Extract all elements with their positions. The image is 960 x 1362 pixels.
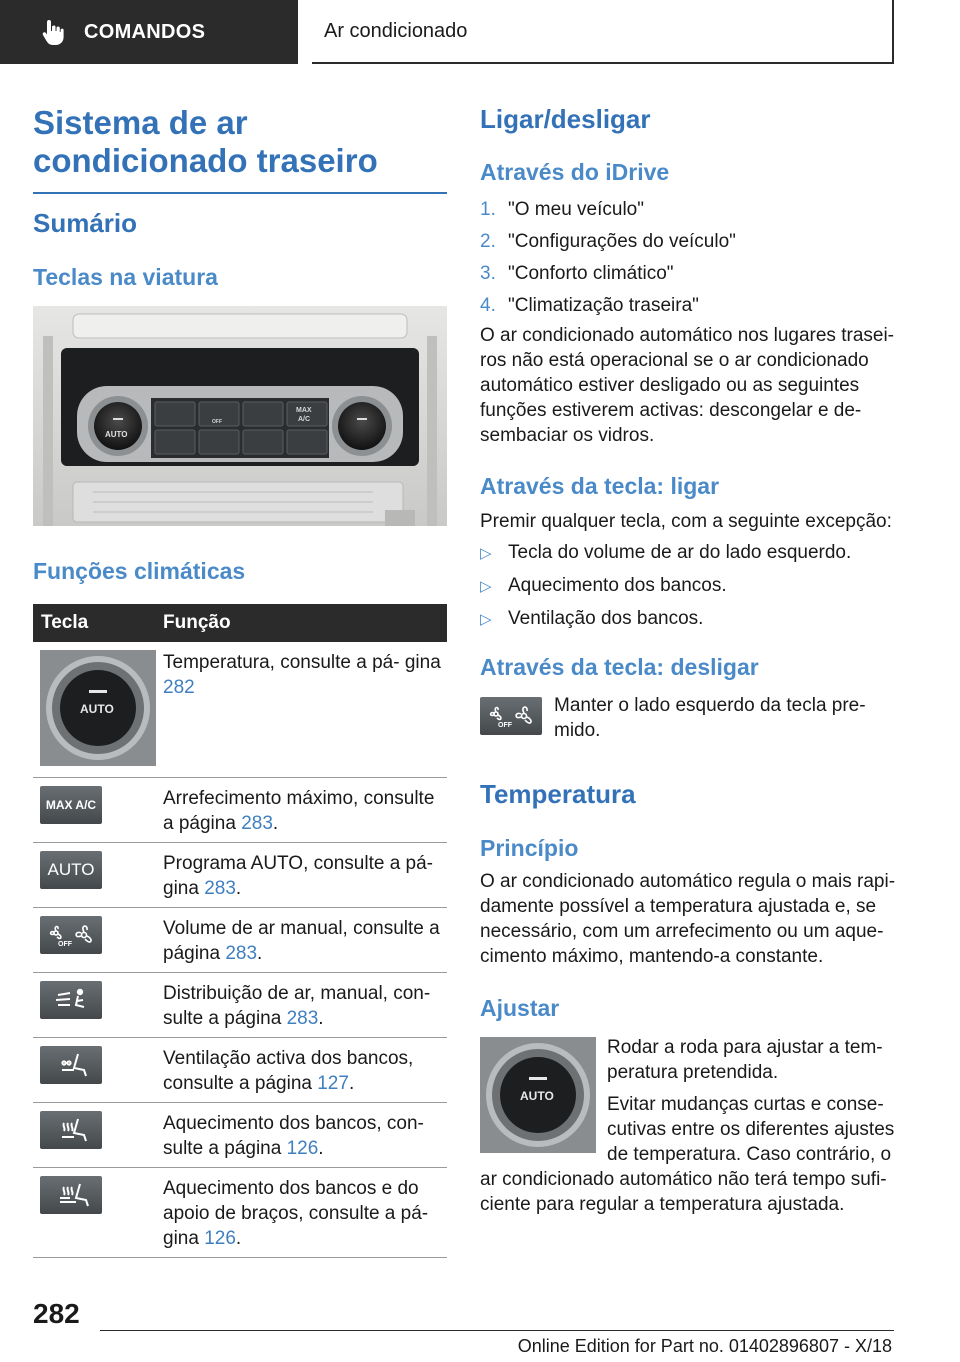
table-row <box>33 778 447 843</box>
seat-ventilation-key-icon <box>40 1046 102 1084</box>
list-item: 3. "Conforto climático" <box>480 263 674 284</box>
ligar-paragraph: Premir qualquer tecla, com a seguinte excepção: <box>480 511 892 532</box>
heading-idrive: Através do iDrive <box>480 159 670 185</box>
heading-sumario: Sumário <box>33 208 138 238</box>
svg-text:AUTO: AUTO <box>80 702 114 716</box>
row-text: Temperatura, consulte a pá- gina 282 <box>163 652 441 698</box>
heading-ligar-desligar: Ligar/desligar <box>480 104 651 134</box>
page-link[interactable]: 283 <box>286 1008 319 1029</box>
air-distribution-key-icon <box>40 981 102 1019</box>
section-header <box>312 0 894 64</box>
row-text: Ventilação activa dos bancos, consulte a página 127. <box>163 1048 414 1094</box>
table-row <box>33 1038 447 1103</box>
svg-text:MAX: MAX <box>296 407 312 414</box>
edition-text: Online Edition for Part no. 01402896807 - X/18 <box>517 1336 892 1356</box>
table-row <box>33 908 447 973</box>
idrive-steps <box>480 194 900 322</box>
ajustar-paragraph-1: Rodar a roda para ajustar a tem- peratura pretendida. <box>607 1037 883 1083</box>
chapter-tab[interactable] <box>0 0 298 64</box>
heading-tecla-ligar: Através da tecla: ligar <box>480 473 720 499</box>
chapter-label: COMANDOS <box>84 20 206 43</box>
row-text: Arrefecimento máximo, consulte a página 283. <box>163 788 435 834</box>
page-link[interactable]: 127 <box>317 1073 349 1094</box>
desligar-paragraph: Manter o lado esquerdo da tecla pre- mido. <box>554 695 866 741</box>
page-number: 282 <box>33 1298 80 1329</box>
table-row <box>33 1168 447 1258</box>
heading-funcoes: Funções climáticas <box>33 558 246 584</box>
heading-teclas: Teclas na viatura <box>33 264 218 290</box>
auto-knob-icon <box>40 650 156 766</box>
heading-tecla-desligar: Através da tecla: desligar <box>480 654 759 680</box>
fan-off-key-icon <box>40 916 102 954</box>
heading-ajustar: Ajustar <box>480 995 560 1021</box>
page-link[interactable]: 126 <box>286 1138 319 1159</box>
seat-armrest-heating-key-icon <box>40 1176 102 1214</box>
table-row <box>33 642 447 778</box>
row-text: Programa AUTO, consulte a pá- gina 283. <box>163 853 433 899</box>
footer-rule <box>100 1330 894 1331</box>
svg-text:AUTO: AUTO <box>520 1089 554 1103</box>
max-ac-key-icon: MAX A/C <box>40 786 102 824</box>
page-link[interactable]: 283 <box>225 943 258 964</box>
page-link[interactable]: 283 <box>241 813 273 834</box>
table-header: Tecla Função <box>33 604 447 642</box>
list-item: 4. "Climatização traseira" <box>480 295 699 316</box>
fan-off-key-image <box>480 697 542 735</box>
page-link[interactable]: 126 <box>204 1228 236 1249</box>
row-text: Aquecimento dos bancos e do apoio de braços, consulte a pá- gina 126. <box>163 1178 429 1249</box>
row-text: Volume de ar manual, consulte a página 283. <box>163 918 440 964</box>
svg-text:A/C: A/C <box>298 416 311 423</box>
svg-text:OFF: OFF <box>212 419 222 425</box>
temperature-knob-image <box>480 1037 596 1158</box>
exception-list <box>480 537 900 636</box>
auto-key-icon: AUTO <box>40 851 102 889</box>
ajustar-paragraph-2a: Evitar mudanças curtas e conse- cutivas entre os diferentes ajustes de temperatura. Caso contrário, o <box>607 1094 895 1165</box>
list-item: 1. "O meu veículo" <box>480 199 644 220</box>
list-item: ▷ Tecla do volume de ar do lado esquerdo. <box>480 542 852 563</box>
hand-pointer-icon <box>38 17 68 47</box>
seat-heating-key-icon <box>40 1111 102 1149</box>
climate-functions-table <box>33 604 447 1258</box>
page-link[interactable]: 282 <box>163 677 195 698</box>
section-title: Ar condicionado <box>324 19 468 42</box>
control-panel-photo <box>33 306 447 526</box>
ajustar-paragraph-2b: ar condicionado automático não terá tempo sufi- ciente para regular a temperatura ajustada. <box>480 1169 887 1215</box>
heading-principio: Princípio <box>480 835 579 861</box>
page-title: Sistema de ar condicionado traseiro <box>33 104 447 194</box>
list-item: ▷ Aquecimento dos bancos. <box>480 575 727 596</box>
table-row <box>33 973 447 1038</box>
table-row <box>33 843 447 908</box>
row-text: Aquecimento dos bancos, con- sulte a página 126. <box>163 1113 424 1159</box>
svg-text:AUTO: AUTO <box>105 430 128 439</box>
page-link[interactable]: 283 <box>204 878 236 899</box>
principio-paragraph: O ar condicionado automático regula o mais rapi- damente possível a temperatura ajustada e, se necessário, com um arrefecimento ou um aque- cimento máximo, mantendo-a constante. <box>480 871 896 967</box>
row-text: Distribuição de ar, manual, con- sulte a página 283. <box>163 983 431 1029</box>
svg-text:OFF: OFF <box>498 722 512 729</box>
list-item: 2. "Configurações do veículo" <box>480 231 736 252</box>
heading-temperatura: Temperatura <box>480 779 636 809</box>
list-item: ▷ Ventilação dos bancos. <box>480 608 704 629</box>
svg-text:OFF: OFF <box>58 941 72 948</box>
idrive-paragraph: O ar condicionado automático nos lugares trasei- ros não está operacional se o ar condicionado automático estiver desligado ou as seguintes funções estiverem activas: descongelar e de- sembaciar os vidros. <box>480 325 895 446</box>
fan-off-key-icon <box>480 697 542 735</box>
auto-knob-icon <box>480 1037 596 1153</box>
table-row <box>33 1103 447 1168</box>
